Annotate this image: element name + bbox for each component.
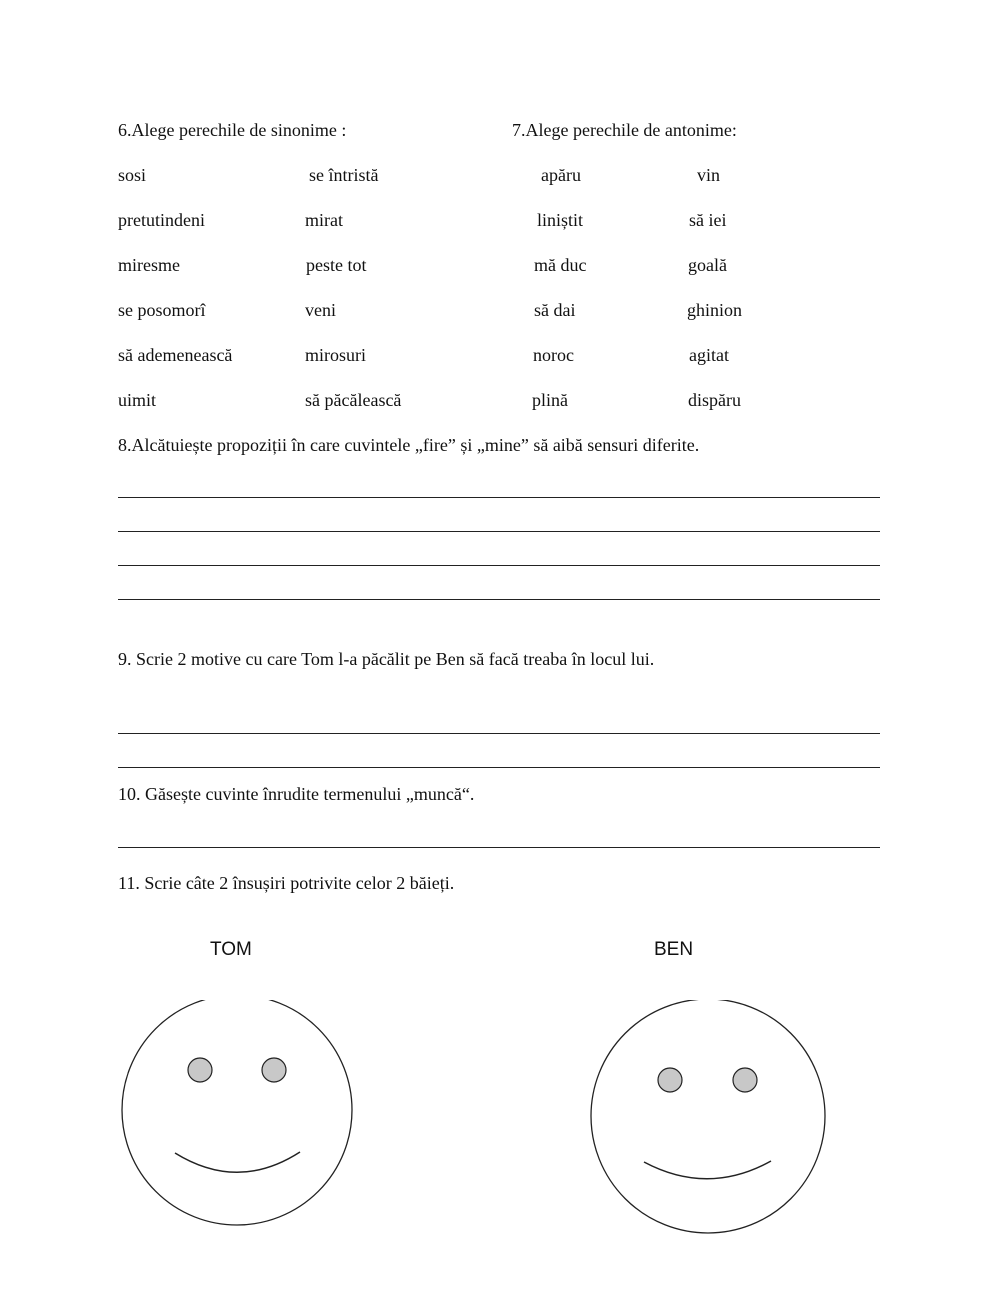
antonym-right-item[interactable]: dispăru <box>688 390 741 410</box>
synonym-left-item[interactable]: uimit <box>118 390 157 410</box>
synonym-left-item[interactable]: se posomorî <box>118 300 206 320</box>
antonym-left-item[interactable]: plină <box>532 390 568 410</box>
exercise-7-title: 7.Alege perechile de antonime: <box>512 120 737 140</box>
answer-line[interactable] <box>118 733 880 734</box>
left-eye <box>188 1058 212 1082</box>
answer-line[interactable] <box>118 767 880 768</box>
answer-line[interactable] <box>118 599 880 600</box>
antonym-left-item[interactable]: liniștit <box>537 210 584 230</box>
synonym-right-item[interactable]: să păcălească <box>305 390 402 410</box>
left-eye <box>658 1068 682 1092</box>
synonym-right-item[interactable]: se întristă <box>309 165 379 185</box>
synonym-left-item[interactable]: pretutindeni <box>118 210 205 230</box>
antonym-left-item[interactable]: noroc <box>533 345 574 365</box>
synonym-left-item[interactable]: sosi <box>118 165 147 185</box>
synonym-right-item[interactable]: veni <box>305 300 336 320</box>
synonym-right-item[interactable]: mirosuri <box>305 345 366 365</box>
smiley-face-ben-icon <box>588 1000 828 1240</box>
antonym-left-item[interactable]: apăru <box>541 165 581 185</box>
synonym-right-item[interactable]: peste tot <box>306 255 367 275</box>
exercise-6-title: 6.Alege perechile de sinonime : <box>118 120 347 140</box>
synonym-left-item[interactable]: să ademenească <box>118 345 233 365</box>
answer-line[interactable] <box>118 497 880 498</box>
antonym-right-item[interactable]: vin <box>697 165 721 185</box>
synonym-left-item[interactable]: miresme <box>118 255 180 275</box>
right-eye <box>733 1068 757 1092</box>
antonym-right-item[interactable]: ghinion <box>687 300 743 320</box>
exercise-10-title: 10. Găsește cuvinte înrudite termenului „muncă“. <box>118 784 475 804</box>
right-eye <box>262 1058 286 1082</box>
exercise-8-title: 8.Alcătuiește propoziții în care cuvintele „fire” și „mine” să aibă sensuri diferite. <box>118 435 700 455</box>
antonym-right-item[interactable]: să iei <box>689 210 727 230</box>
antonym-right-item[interactable]: agitat <box>689 345 729 365</box>
antonym-left-item[interactable]: mă duc <box>534 255 587 275</box>
answer-line[interactable] <box>118 565 880 566</box>
boy-name-tom: TOM <box>210 939 252 960</box>
face-outline <box>591 1000 825 1233</box>
face-outline <box>122 1000 352 1225</box>
exercise-11-title: 11. Scrie câte 2 însușiri potrivite celor 2 băieți. <box>118 873 455 893</box>
synonym-right-item[interactable]: mirat <box>305 210 343 230</box>
answer-line[interactable] <box>118 847 880 848</box>
answer-line[interactable] <box>118 531 880 532</box>
exercise-9-title: 9. Scrie 2 motive cu care Tom l-a păcălit pe Ben să facă treaba în locul lui. <box>118 649 655 669</box>
boy-name-ben: BEN <box>654 939 694 960</box>
antonym-left-item[interactable]: să dai <box>534 300 576 320</box>
smiley-face-tom-icon <box>120 1000 360 1240</box>
antonym-right-item[interactable]: goală <box>688 255 727 275</box>
